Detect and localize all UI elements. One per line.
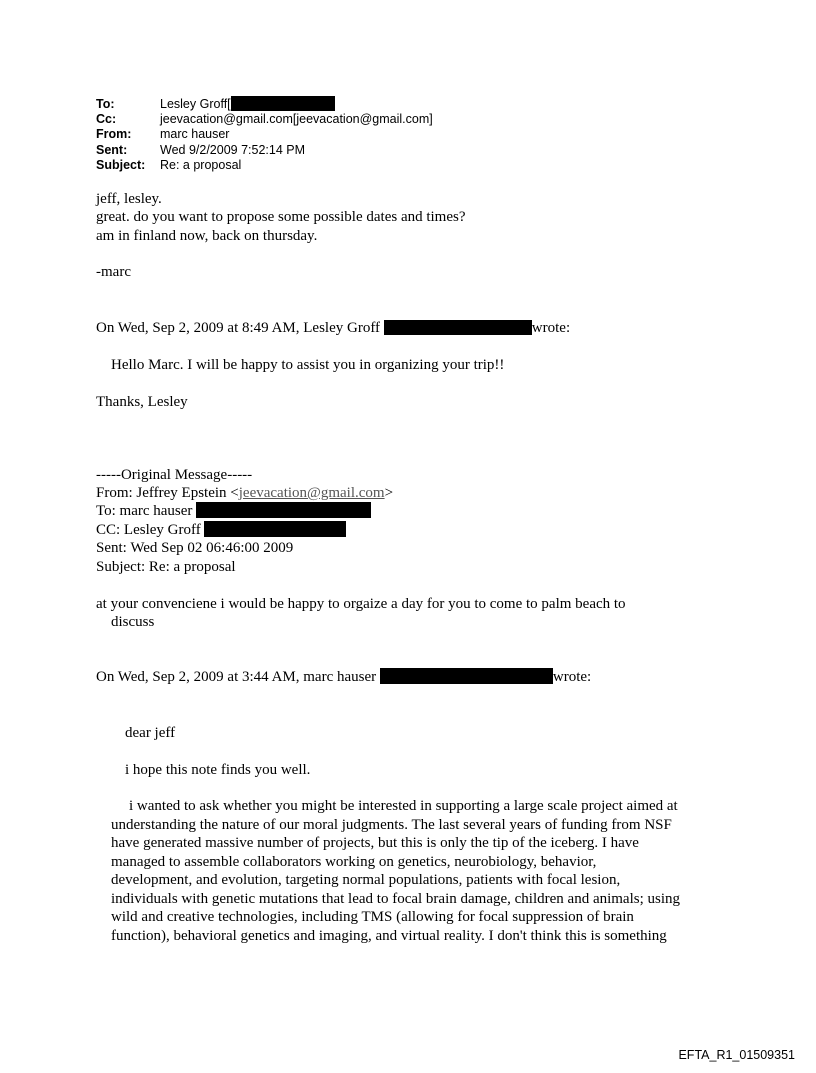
cc-value: jeevacation@gmail.com[jeevacation@gmail.com] xyxy=(160,111,433,126)
from-value: marc hauser xyxy=(160,127,230,141)
original-body-line: at your convenciene i would be happy to orgaize a day for you to come to palm beach to xyxy=(96,596,626,612)
cc-row xyxy=(96,112,433,128)
quote-intro-text: On Wed, Sep 2, 2009 at 8:49 AM, Lesley Groff xyxy=(96,320,381,336)
quote-intro-text: On Wed, Sep 2, 2009 at 3:44 AM, marc hauser xyxy=(96,669,377,685)
paragraph-line: i wanted to ask whether you might be interested in supporting a large scale project aimed at xyxy=(129,798,678,814)
reply-line: great. do you want to propose some possible dates and times? xyxy=(96,209,466,225)
paragraph-line: development, and evolution, targeting normal populations, patients with focal lesion, xyxy=(111,872,621,888)
from-row xyxy=(96,127,433,143)
wrote-label: wrote: xyxy=(552,669,592,685)
subject-value: Re: a proposal xyxy=(160,158,242,172)
quote-intro xyxy=(96,319,570,338)
paragraph-line: managed to assemble collaborators working on genetics, neurobiology, behavior, xyxy=(111,853,597,870)
quote-intro xyxy=(96,668,591,687)
original-from-suffix: > xyxy=(384,485,394,501)
original-subject: Subject: Re: a proposal xyxy=(96,559,236,575)
to-row xyxy=(96,96,433,112)
email-header xyxy=(96,96,433,174)
redaction-block xyxy=(380,668,553,684)
sent-label: Sent: xyxy=(96,142,128,157)
letter-greeting: dear jeff xyxy=(125,725,176,741)
original-body-line: discuss xyxy=(111,614,155,630)
original-to-text: To: marc hauser xyxy=(96,503,193,519)
subject-label: Subject: xyxy=(96,158,146,172)
original-separator: -----Original Message----- xyxy=(96,467,253,483)
original-to xyxy=(96,502,371,521)
letter-line: i hope this note finds you well. xyxy=(125,762,311,778)
reply-line: jeff, lesley. xyxy=(96,191,162,207)
subject-row xyxy=(96,158,433,174)
email-link[interactable]: jeevacation@gmail.com xyxy=(238,485,385,501)
original-from-prefix: From: Jeffrey Epstein < xyxy=(96,485,239,501)
paragraph-line: wild and creative technologies, including TMS (allowing for focal suppression of brain xyxy=(111,909,634,925)
sent-row xyxy=(96,143,433,159)
redaction-block xyxy=(196,502,371,518)
original-cc xyxy=(96,521,346,540)
paragraph-line: have generated massive number of projects, but this is only the tip of the iceberg. I have xyxy=(111,835,639,851)
original-sent: Sent: Wed Sep 02 06:46:00 2009 xyxy=(96,540,294,556)
cc-label: Cc: xyxy=(96,111,117,126)
paragraph-line: understanding the nature of our moral judgments. The last several years of funding from NSF xyxy=(111,816,672,833)
quote-signoff: Thanks, Lesley xyxy=(96,394,188,410)
redaction-block xyxy=(231,96,335,111)
to-value: Lesley Groff[ xyxy=(160,97,231,111)
from-label: From: xyxy=(96,127,132,141)
redaction-block xyxy=(204,521,346,537)
redaction-block xyxy=(384,320,532,335)
original-cc-text: CC: Lesley Groff xyxy=(96,522,201,538)
reply-signature: -marc xyxy=(96,264,131,280)
quote-body: Hello Marc. I will be happy to assist you in organizing your trip!! xyxy=(111,357,505,373)
paragraph-line: function), behavioral genetics and imaging, and virtual reality. I don't think this is something xyxy=(111,927,667,944)
to-label: To: xyxy=(96,97,115,111)
paragraph-line: individuals with genetic mutations that lead to focal brain damage, children and animals; using xyxy=(111,890,681,907)
letter-paragraph xyxy=(111,797,721,945)
sent-value: Wed 9/2/2009 7:52:14 PM xyxy=(160,142,306,157)
document-id: EFTA_R1_01509351 xyxy=(678,1048,795,1062)
reply-line: am in finland now, back on thursday. xyxy=(96,228,318,244)
wrote-label: wrote: xyxy=(531,320,571,336)
original-from xyxy=(96,484,393,503)
